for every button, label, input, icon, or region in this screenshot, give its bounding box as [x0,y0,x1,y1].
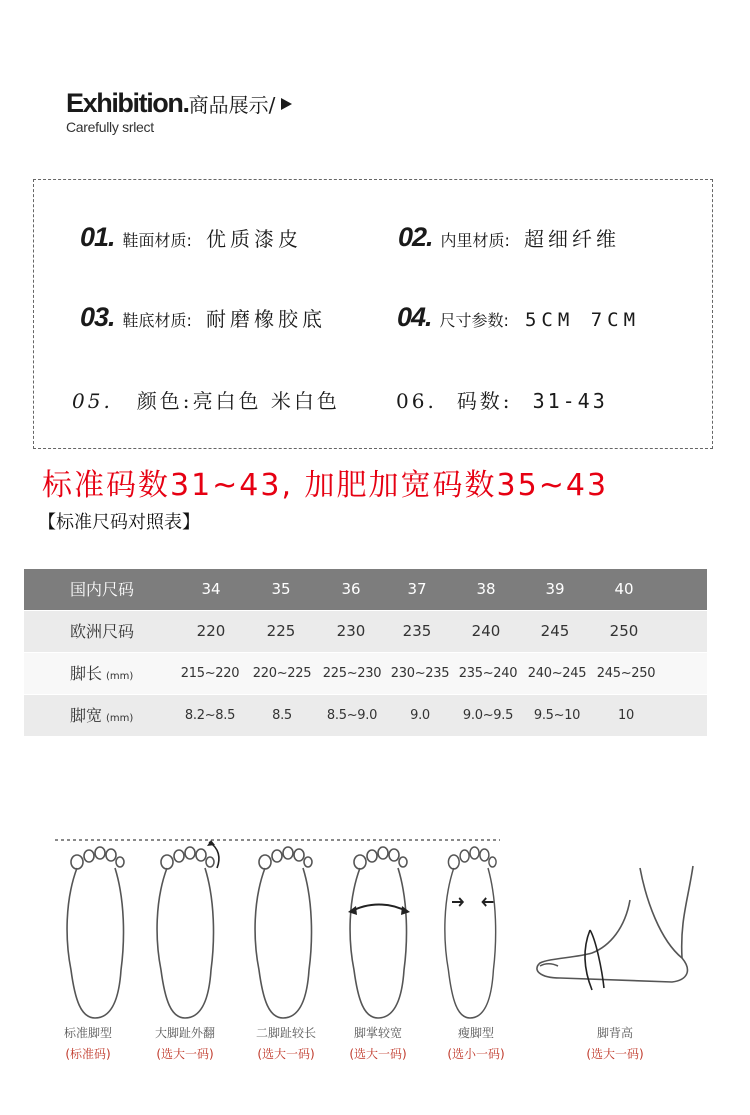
spec-04 [397,302,640,333]
spec-06 [396,385,608,414]
foot-type-advice: (选大一码) [156,1047,214,1061]
table-cell: 9.5~10 [533,708,581,723]
spec-label: 尺寸参数: [439,311,509,330]
foot-type-name: 脚背高 [596,1026,633,1040]
foot-icon-narrow [445,847,496,1018]
spec-05 [72,385,340,414]
table-cell: 8.5 [272,708,292,723]
size-table [24,569,707,737]
table-cell: 10 [618,708,634,723]
table-cell: 245 [540,622,570,640]
foot-icon-bunion [157,840,219,1018]
spec-number: 01. [80,222,115,252]
spec-label: 码数: [456,389,513,413]
spec-number: 06. [396,389,437,413]
spec-label: 鞋面材质: [122,231,192,250]
foot-type-name: 标准脚型 [63,1026,112,1040]
spec-number: 04. [397,302,432,332]
foot-type-name: 二脚趾较长 [255,1026,316,1040]
table-cell: 230~235 [390,666,450,681]
title-en: Exhibition. [66,88,189,118]
title-cn: 商品展示/ [188,93,276,117]
table-cell: 230 [336,622,366,640]
table-cell: 8.5~9.0 [326,708,378,723]
foot-icon-standard [67,847,124,1018]
spec-number: 05. [72,389,113,413]
foot-type-advice: (标准码) [65,1047,111,1061]
spec-label: 内里材质: [440,231,510,250]
row-label-text: 脚宽 [70,706,103,725]
spec-box [33,179,713,449]
foot-type-advice: (选大一码) [586,1047,644,1061]
table-row [24,653,707,695]
spec-01 [80,222,302,253]
table-cell: 36 [341,580,361,598]
spec-value: 亮白色 米白色 [192,389,340,413]
foot-type-name: 脚掌较宽 [353,1026,402,1040]
spec-value: 31-43 [532,389,608,413]
spec-02 [398,222,620,253]
table-cell: 215~220 [180,666,240,681]
header-subtitle: Carefully srlect [66,119,154,135]
spec-value: 5CM 7CM [524,309,641,331]
table-row [24,695,707,737]
table-cell: 34 [201,580,221,598]
foot-type-advice: (选大一码) [257,1047,315,1061]
table-cell: 9.0 [410,708,430,723]
foot-icon-long-second-toe [255,847,312,1018]
row-label [70,695,133,736]
table-cell: 225 [266,622,296,640]
row-label-text: 脚长 [70,664,103,683]
spec-number: 02. [398,222,433,252]
spec-value: 耐磨橡胶底 [205,307,326,331]
row-label [70,653,133,694]
foot-type-name: 瘦脚型 [457,1026,494,1040]
foot-type-advice: (选大一码) [349,1047,407,1061]
foot-types-illustration [0,820,750,1020]
table-cell: 220~225 [252,666,312,681]
spec-label: 鞋底材质: [122,311,192,330]
spec-03 [80,302,326,333]
row-label: 国内尺码 [70,580,135,599]
table-cell: 35 [271,580,291,598]
row-label: 欧洲尺码 [70,622,135,641]
header-title [66,88,292,119]
table-cell: 235~240 [458,666,518,681]
table-cell: 40 [614,580,634,598]
spec-value: 超细纤维 [523,227,620,251]
foot-type-advice: (选小一码) [447,1047,505,1061]
table-cell: 220 [196,622,226,640]
row-unit: (mm) [106,713,134,724]
table-cell: 235 [402,622,432,640]
table-cell: 225~230 [322,666,382,681]
play-arrow-icon [281,98,292,110]
table-cell: 240~245 [527,666,587,681]
spec-value: 优质漆皮 [205,227,302,251]
table-cell: 39 [545,580,565,598]
table-row [24,611,707,653]
size-range-note: 标准码数31~43, 加肥加宽码数35~43 [42,468,609,503]
spec-label: 颜色: [136,389,193,413]
table-cell: 9.0~9.5 [462,708,514,723]
spec-number: 03. [80,302,115,332]
table-cell: 245~250 [596,666,656,681]
table-cell: 37 [407,580,427,598]
foot-icon-wide [348,847,410,1018]
table-row [24,569,707,611]
table-cell: 38 [476,580,496,598]
table-cell: 240 [471,622,501,640]
table-cell: 8.2~8.5 [184,708,236,723]
table-cell: 250 [609,622,639,640]
foot-type-name: 大脚趾外翻 [154,1026,215,1040]
size-table-title: 【标准尺码对照表】 [38,512,200,533]
row-unit: (mm) [106,671,134,682]
foot-icon-high-instep [537,866,693,990]
